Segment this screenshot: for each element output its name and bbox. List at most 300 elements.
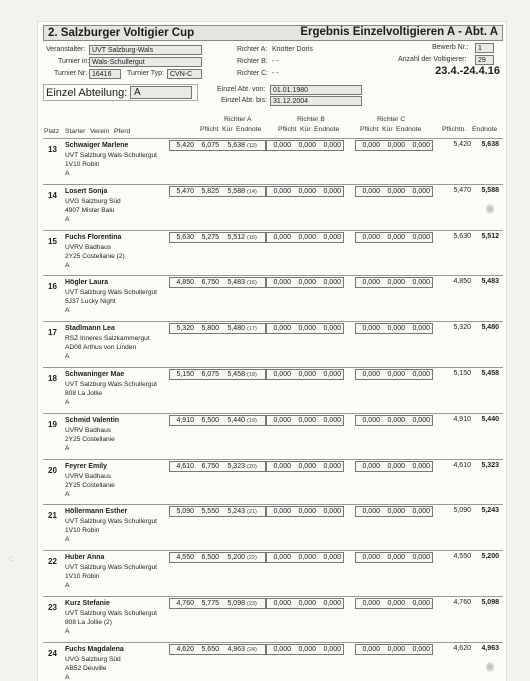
horse-name: 5J37 Lucky Night: [65, 298, 116, 306]
judge-a-rank: (19): [247, 417, 257, 424]
judge-b-kuer: 0,000: [298, 370, 316, 378]
judge-c-pflicht: 0,000: [362, 554, 380, 562]
judge-b-endnote: 0,000: [323, 416, 341, 424]
starter-name: Kurz Stefanie: [65, 599, 110, 607]
judge-c-pflicht: 0,000: [362, 599, 380, 607]
judge-b-pflicht: 0,000: [273, 233, 291, 241]
col-pferd: Pferd: [114, 128, 131, 135]
judge-a-kuer: 6,500: [201, 554, 219, 562]
col-platz: Platz: [44, 128, 60, 135]
group-label: A: [65, 444, 70, 452]
horse-name: 808 La Jollie: [65, 389, 103, 397]
judge-a-endnote: 5,480: [227, 325, 245, 333]
place-number: 16: [48, 282, 57, 292]
judge-a-kuer: 5,800: [201, 325, 219, 333]
judge-b-scores: [266, 506, 344, 517]
starter-name: Schwaiger Marlene: [65, 142, 129, 149]
pflicht-total: 4,760: [453, 598, 471, 606]
table-row: [43, 321, 503, 367]
judge-a-pflicht: 4,550: [176, 554, 194, 562]
veranstalter-field: UVT Salzburg-Wals: [89, 45, 202, 55]
table-row: [43, 138, 503, 184]
judge-a-scores: [169, 323, 266, 334]
judge-c-endnote: 0,000: [412, 370, 430, 378]
final-score: 5,638: [481, 141, 499, 148]
judge-a-rank: (21): [247, 509, 257, 516]
final-score: 5,098: [481, 598, 499, 606]
judge-c-scores: [355, 232, 433, 243]
judge-c-endnote: 0,000: [412, 416, 430, 424]
ink-stamp-mark: [486, 204, 494, 214]
cup-title: 2. Salzburger Voltigier Cup: [48, 27, 195, 39]
judge-c-endnote: 0,000: [412, 462, 430, 470]
pflicht-total: 4,550: [453, 553, 471, 561]
judge-a-scores: [169, 369, 266, 380]
starter-name: Fuchs Florentina: [65, 233, 122, 241]
horse-name: 1V10 Robin: [65, 573, 100, 581]
judge-a-rank: (23): [247, 600, 257, 607]
col-richter-b: Richter B: [297, 116, 325, 123]
final-score: 5,200: [481, 553, 499, 561]
club-name: UVRV Badhaus: [65, 426, 112, 434]
judge-b-scores: [266, 598, 344, 609]
judge-a-scores: [169, 415, 266, 426]
club-name: UVT Salzburg Wals Schullergut: [65, 152, 157, 159]
judge-b-scores: [266, 369, 344, 380]
group-label: A: [65, 627, 70, 635]
turnier-nr-label: Turnier Nr:: [54, 70, 88, 77]
judge-a-kuer: 5,825: [201, 187, 219, 195]
club-name: UVT Salzburg Wals Schullergut: [65, 380, 157, 388]
judge-c-endnote: 0,000: [412, 279, 430, 287]
group-label: A: [65, 490, 70, 498]
richter-a-name: Knotter Doris: [272, 46, 313, 53]
starter-name: Losert Sonja: [65, 187, 108, 195]
judge-b-kuer: 0,000: [298, 416, 316, 424]
judge-a-scores: [169, 552, 266, 563]
judge-a-pflicht: 5,320: [176, 325, 194, 333]
judge-a-kuer: 5,650: [201, 645, 219, 653]
place-number: 24: [48, 648, 57, 658]
place-number: 20: [48, 465, 57, 475]
place-number: 23: [48, 602, 57, 612]
table-row: [43, 642, 503, 681]
final-score: 5,243: [481, 507, 499, 515]
horse-name: 2Y25 Costellanie: [65, 481, 115, 489]
judge-c-kuer: 0,000: [387, 233, 405, 241]
judge-b-kuer: 0,000: [298, 142, 316, 149]
col-a-endnote: Endnote: [236, 126, 262, 133]
judge-a-kuer: 5,775: [201, 599, 219, 607]
horse-name: 4907 Mister Balu: [65, 206, 115, 214]
judge-a-kuer: 6,750: [201, 279, 219, 287]
judge-b-endnote: 0,000: [323, 279, 341, 287]
judge-a-kuer: 6,500: [201, 416, 219, 424]
judge-c-pflicht: 0,000: [362, 187, 380, 195]
judge-a-endnote: 5,323: [227, 462, 245, 470]
judge-b-kuer: 0,000: [298, 599, 316, 607]
judge-b-endnote: 0,000: [323, 554, 341, 562]
bewerb-field: 1: [475, 43, 494, 53]
judge-c-endnote: 0,000: [412, 187, 430, 195]
judge-a-pflicht: 5,420: [176, 142, 194, 149]
pflicht-total: 4,850: [453, 278, 471, 286]
judge-b-endnote: 0,000: [323, 142, 341, 149]
judge-a-rank: (22): [247, 555, 257, 562]
judge-b-scores: [266, 277, 344, 288]
judge-a-endnote: 5,638: [227, 142, 245, 149]
judge-b-pflicht: 0,000: [273, 645, 291, 653]
bewerb-label: Bewerb Nr.:: [432, 44, 469, 51]
judge-b-pflicht: 0,000: [273, 508, 291, 516]
judge-b-scores: [266, 552, 344, 563]
horse-name: 2Y25 Costellanie: [65, 435, 115, 443]
judge-c-kuer: 0,000: [387, 370, 405, 378]
group-label: A: [65, 307, 70, 315]
judge-b-kuer: 0,000: [298, 462, 316, 470]
club-name: UVRV Badhaus: [65, 472, 112, 480]
final-score: 5,588: [481, 186, 499, 194]
judge-c-endnote: 0,000: [412, 233, 430, 241]
judge-a-pflicht: 5,630: [176, 233, 194, 241]
judge-b-pflicht: 0,000: [273, 279, 291, 287]
starter-name: Höllermann Esther: [65, 508, 128, 516]
final-score: 5,458: [481, 369, 499, 377]
table-row: [43, 230, 503, 276]
judge-b-kuer: 0,000: [298, 233, 316, 241]
table-row: [43, 275, 503, 321]
judge-b-pflicht: 0,000: [273, 416, 291, 424]
judge-c-scores: [355, 140, 433, 151]
judge-c-endnote: 0,000: [412, 554, 430, 562]
starter-name: Fuchs Magdalena: [65, 645, 124, 653]
judge-c-pflicht: 0,000: [362, 462, 380, 470]
starter-name: Feyrer Emily: [65, 462, 108, 470]
judge-c-endnote: 0,000: [412, 645, 430, 653]
place-number: 19: [48, 419, 57, 429]
judge-c-kuer: 0,000: [387, 416, 405, 424]
judge-b-endnote: 0,000: [323, 462, 341, 470]
club-name: UVT Salzburg Wals Schullergut: [65, 564, 157, 572]
judge-b-scores: [266, 415, 344, 426]
pflicht-total: 5,470: [453, 186, 471, 194]
judge-a-endnote: 5,483: [227, 279, 245, 287]
judge-c-scores: [355, 369, 433, 380]
starter-name: Schmid Valentin: [65, 416, 120, 424]
judge-a-pflicht: 5,470: [176, 187, 194, 195]
judge-a-endnote: 4,963: [227, 645, 245, 653]
table-row: [43, 596, 503, 642]
event-period: 23.4.-24.4.16: [435, 65, 500, 77]
table-row: [43, 459, 503, 505]
judge-b-kuer: 0,000: [298, 508, 316, 516]
judge-b-pflicht: 0,000: [273, 187, 291, 195]
judge-a-pflicht: 4,910: [176, 416, 194, 424]
judge-a-rank: (15): [247, 234, 257, 241]
judge-a-pflicht: 4,850: [176, 279, 194, 287]
abt-von-field: 01.01.1980: [270, 85, 362, 95]
judge-a-kuer: 6,075: [201, 142, 219, 149]
judge-b-pflicht: 0,000: [273, 599, 291, 607]
col-b-kuer: Kür: [300, 126, 311, 133]
table-row: [43, 550, 503, 596]
club-name: UVRV Badhaus: [65, 243, 112, 251]
judge-b-scores: [266, 232, 344, 243]
judge-c-scores: [355, 644, 433, 655]
judge-b-endnote: 0,000: [323, 645, 341, 653]
judge-c-pflicht: 0,000: [362, 508, 380, 516]
richter-a-label: Richter A:: [237, 46, 268, 53]
judge-a-rank: (24): [247, 646, 257, 653]
final-score: 5,512: [481, 232, 499, 240]
judge-b-endnote: 0,000: [323, 187, 341, 195]
final-score: 5,440: [481, 415, 499, 423]
judge-c-kuer: 0,000: [387, 142, 405, 149]
table-row: [43, 413, 503, 459]
horse-name: 2Y25 Costellanie (2): [65, 252, 125, 260]
horse-name: 808 La Jollie (2): [65, 618, 112, 626]
turnier-typ-label: Turnier Typ:: [127, 70, 164, 77]
judge-b-scores: [266, 461, 344, 472]
judge-b-endnote: 0,000: [323, 599, 341, 607]
judge-a-scores: [169, 140, 266, 151]
club-name: UVG Salzburg Süd: [65, 655, 121, 663]
pflicht-total: 5,420: [453, 141, 471, 148]
col-verein: Verein: [90, 128, 110, 135]
judge-a-scores: [169, 506, 266, 517]
final-score: 5,483: [481, 278, 499, 286]
einzel-abteilung-label: Einzel Abteilung:: [46, 87, 128, 99]
col-pflichtn: Pflichtn.: [442, 126, 467, 133]
turnier-in-field: Wals-Schullergut: [89, 57, 202, 67]
judge-c-endnote: 0,000: [412, 325, 430, 333]
abt-bis-label: Einzel Abt. bis:: [221, 97, 267, 104]
judge-c-endnote: 0,000: [412, 508, 430, 516]
col-a-pflicht: Pflicht: [200, 126, 219, 133]
judge-b-kuer: 0,000: [298, 325, 316, 333]
judge-b-kuer: 0,000: [298, 187, 316, 195]
club-name: RSZ Inneres Salzkammergut: [65, 335, 150, 343]
place-number: 14: [48, 190, 57, 200]
judge-c-scores: [355, 415, 433, 426]
place-number: 13: [48, 145, 57, 154]
judge-a-scores: [169, 644, 266, 655]
judge-c-kuer: 0,000: [387, 462, 405, 470]
judge-a-rank: (20): [247, 463, 257, 470]
judge-c-pflicht: 0,000: [362, 325, 380, 333]
place-number: 21: [48, 511, 57, 521]
judge-a-kuer: 6,075: [201, 370, 219, 378]
judge-c-endnote: 0,000: [412, 599, 430, 607]
starter-name: Stadlmann Lea: [65, 325, 115, 333]
ink-stamp-mark: [486, 662, 494, 672]
judge-a-endnote: 5,200: [227, 554, 245, 562]
pflicht-total: 5,150: [453, 369, 471, 377]
place-number: 15: [48, 236, 57, 246]
club-name: UVT Salzburg Wals Schullergut: [65, 289, 157, 297]
judge-b-kuer: 0,000: [298, 554, 316, 562]
judge-b-scores: [266, 140, 344, 151]
result-title: Ergebnis Einzelvoltigieren A - Abt. A: [300, 26, 498, 38]
place-number: 18: [48, 373, 57, 383]
richter-c-name: - -: [272, 70, 279, 77]
place-number: 22: [48, 557, 57, 567]
judge-c-pflicht: 0,000: [362, 233, 380, 241]
judge-c-scores: [355, 552, 433, 563]
judge-a-endnote: 5,440: [227, 416, 245, 424]
judge-a-pflicht: 4,610: [176, 462, 194, 470]
horse-name: AB52 Deuville: [65, 664, 107, 672]
turnier-nr-field: 16416: [89, 69, 121, 79]
judge-a-kuer: 5,275: [201, 233, 219, 241]
richter-b-name: - -: [272, 58, 279, 65]
judge-b-kuer: 0,000: [298, 645, 316, 653]
judge-a-pflicht: 5,090: [176, 508, 194, 516]
judge-c-kuer: 0,000: [387, 645, 405, 653]
pflicht-total: 5,320: [453, 324, 471, 332]
richter-c-label: Richter C:: [237, 70, 269, 77]
turnier-typ-field: CVN-C: [167, 69, 202, 79]
judge-c-scores: [355, 277, 433, 288]
abt-bis-field: 31.12.2004: [270, 96, 362, 106]
judge-a-endnote: 5,588: [227, 187, 245, 195]
pflicht-total: 5,630: [453, 232, 471, 240]
col-c-pflicht: Pflicht: [360, 126, 379, 133]
judge-b-endnote: 0,000: [323, 233, 341, 241]
col-starter: Starter: [65, 128, 86, 135]
group-label: A: [65, 582, 70, 590]
judge-a-endnote: 5,458: [227, 370, 245, 378]
judge-a-pflicht: 4,760: [176, 599, 194, 607]
judge-a-rank: (16): [247, 280, 257, 287]
club-name: UVG Salzburg Süd: [65, 197, 121, 205]
turnier-in-label: Turnier in:: [58, 58, 90, 65]
judge-a-scores: [169, 232, 266, 243]
pflicht-total: 4,610: [453, 461, 471, 469]
judge-b-scores: [266, 644, 344, 655]
table-row: [43, 184, 503, 230]
judge-a-scores: [169, 461, 266, 472]
einzel-abteilung-field: A: [130, 86, 192, 99]
judge-a-endnote: 5,098: [227, 599, 245, 607]
judge-a-rank: (13): [247, 143, 257, 149]
starter-name: Huber Anna: [65, 554, 105, 562]
judge-c-pflicht: 0,000: [362, 645, 380, 653]
table-row: [43, 367, 503, 413]
final-score: 5,323: [481, 461, 499, 469]
horse-name: AD08 Arthus von Linden: [65, 344, 137, 352]
judge-c-pflicht: 0,000: [362, 416, 380, 424]
group-label: A: [65, 261, 70, 269]
judge-a-rank: (18): [247, 371, 257, 378]
club-name: UVT Salzburg Wals Schullergut: [65, 609, 157, 617]
judge-b-pflicht: 0,000: [273, 325, 291, 333]
judge-c-pflicht: 0,000: [362, 279, 380, 287]
judge-b-endnote: 0,000: [323, 370, 341, 378]
group-label: A: [65, 170, 70, 177]
judge-c-kuer: 0,000: [387, 599, 405, 607]
group-label: A: [65, 215, 70, 223]
final-score: 5,480: [481, 324, 499, 332]
col-a-kuer: Kür: [222, 126, 233, 133]
judge-c-kuer: 0,000: [387, 279, 405, 287]
judge-b-endnote: 0,000: [323, 508, 341, 516]
judge-b-pflicht: 0,000: [273, 462, 291, 470]
judge-c-kuer: 0,000: [387, 187, 405, 195]
sheet-header: [43, 25, 503, 41]
group-label: A: [65, 398, 70, 406]
judge-a-pflicht: 5,150: [176, 370, 194, 378]
final-score: 4,963: [481, 644, 499, 652]
judge-c-endnote: 0,000: [412, 142, 430, 149]
judge-a-rank: (17): [247, 326, 257, 333]
judge-b-scores: [266, 323, 344, 334]
group-label: A: [65, 536, 70, 544]
horse-name: 1V10 Robin: [65, 527, 100, 535]
judge-b-pflicht: 0,000: [273, 554, 291, 562]
anzahl-label: Anzahl der Voltigierer:: [398, 56, 467, 63]
judge-c-kuer: 0,000: [387, 554, 405, 562]
judge-a-kuer: 5,550: [201, 508, 219, 516]
judge-a-scores: [169, 186, 266, 197]
col-b-endnote: Endnote: [314, 126, 340, 133]
judge-b-scores: [266, 186, 344, 197]
col-c-kuer: Kür: [382, 126, 393, 133]
col-b-pflicht: Pflicht: [278, 126, 297, 133]
judge-c-scores: [355, 598, 433, 609]
judge-b-pflicht: 0,000: [273, 370, 291, 378]
veranstalter-label: Veranstalter:: [46, 46, 86, 53]
judge-a-scores: [169, 598, 266, 609]
judge-a-endnote: 5,512: [227, 233, 245, 241]
judge-b-kuer: 0,000: [298, 279, 316, 287]
horse-name: 1V10 Robin: [65, 161, 100, 168]
judge-a-rank: (14): [247, 188, 257, 195]
anzahl-field: 29: [475, 55, 494, 65]
stray-mark: ·:: [8, 554, 13, 563]
judge-b-pflicht: 0,000: [273, 142, 291, 149]
col-richter-c: Richter C: [377, 116, 406, 123]
place-number: 17: [48, 328, 57, 338]
judge-c-pflicht: 0,000: [362, 142, 380, 149]
judge-b-endnote: 0,000: [323, 325, 341, 333]
pflicht-total: 5,090: [453, 507, 471, 515]
judge-c-pflicht: 0,000: [362, 370, 380, 378]
pflicht-total: 4,620: [453, 644, 471, 652]
group-label: A: [65, 353, 70, 361]
col-c-endnote: Endnote: [396, 126, 422, 133]
results-table: [43, 138, 503, 681]
group-label: A: [65, 673, 70, 681]
richter-b-label: Richter B:: [237, 58, 268, 65]
table-row: [43, 504, 503, 550]
judge-c-kuer: 0,000: [387, 508, 405, 516]
club-name: UVT Salzburg Wals Schullergut: [65, 518, 157, 526]
judge-a-endnote: 5,243: [227, 508, 245, 516]
col-endnote-total: Endnote: [472, 126, 498, 133]
judge-a-pflicht: 4,620: [176, 645, 194, 653]
pflicht-total: 4,910: [453, 415, 471, 423]
abt-von-label: Einzel Abt. von:: [217, 86, 266, 93]
judge-c-scores: [355, 506, 433, 517]
starter-name: Högler Laura: [65, 279, 109, 287]
judge-a-kuer: 6,750: [201, 462, 219, 470]
starter-name: Schwaninger Mae: [65, 370, 125, 378]
judge-a-scores: [169, 277, 266, 288]
judge-c-scores: [355, 323, 433, 334]
col-richter-a: Richter A: [224, 116, 252, 123]
judge-c-scores: [355, 461, 433, 472]
